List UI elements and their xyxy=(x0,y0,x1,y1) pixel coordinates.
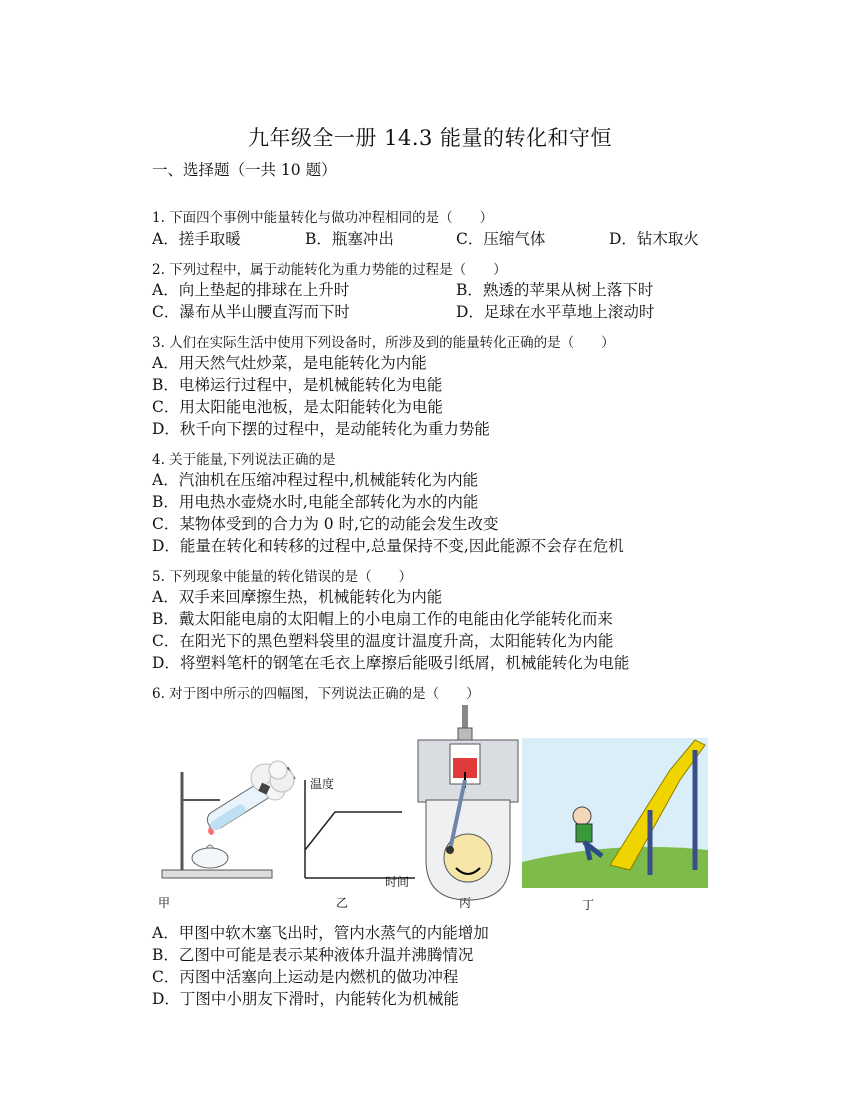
q6-option-a[interactable]: A．甲图中软木塞飞出时，管内水蒸气的内能增加 xyxy=(152,924,489,942)
q4-option-b[interactable]: B．用电热水壶烧水时,电能全部转化为水的内能 xyxy=(152,493,479,511)
question-5-stem: 5. 下列现象中能量的转化错误的是（ ） xyxy=(152,569,413,585)
panel-jia-illustration xyxy=(162,761,297,878)
q3-option-b[interactable]: B．电梯运行过程中，是机械能转化为电能 xyxy=(152,376,443,394)
question-3-stem: 3. 人们在实际生活中使用下列设备时，所涉及到的能量转化正确的是（ ） xyxy=(152,335,615,351)
q1-option-d[interactable]: D．钻木取火 xyxy=(609,230,699,248)
figure-label-jia: 甲 xyxy=(158,896,171,910)
q6-option-c[interactable]: C．丙图中活塞向上运动是内燃机的做功冲程 xyxy=(152,968,459,986)
question-2-stem: 2. 下列过程中，属于动能转化为重力势能的过程是（ ） xyxy=(152,262,507,278)
page-title: 九年级全一册 14.3 能量的转化和守恒 xyxy=(247,126,613,150)
q3-option-d[interactable]: D．秋千向下摆的过程中，是动能转化为重力势能 xyxy=(152,420,490,438)
four-panel-figure xyxy=(150,700,710,920)
q4-option-a[interactable]: A．汽油机在压缩冲程过程中,机械能转化为内能 xyxy=(152,471,479,489)
q2-option-a[interactable]: A．向上垫起的排球在上升时 xyxy=(152,281,350,299)
q6-option-d[interactable]: D．丁图中小朋友下滑时，内能转化为机械能 xyxy=(152,990,459,1008)
panel-yi-graph xyxy=(305,780,415,878)
q1-option-a[interactable]: A．搓手取暖 xyxy=(152,230,241,248)
q4-option-c[interactable]: C．某物体受到的合力为 0 时,它的动能会发生改变 xyxy=(152,515,499,533)
q5-option-b[interactable]: B．戴太阳能电扇的太阳帽上的小电扇工作的电能由化学能转化而来 xyxy=(152,610,613,628)
q3-option-a[interactable]: A．用天然气灶炒菜，是电能转化为内能 xyxy=(152,354,427,372)
panel-bing-engine xyxy=(418,705,518,900)
panel-ding-slide xyxy=(522,738,708,888)
q2-option-c[interactable]: C．瀑布从半山腰直泻而下时 xyxy=(152,303,350,321)
q5-option-d[interactable]: D．将塑料笔杆的钢笔在毛衣上摩擦后能吸引纸屑，机械能转化为电能 xyxy=(152,654,630,672)
q2-option-d[interactable]: D．足球在水平草地上滚动时 xyxy=(456,303,655,321)
q5-option-a[interactable]: A．双手来回摩擦生热，机械能转化为内能 xyxy=(152,588,443,606)
question-4-stem: 4. 关于能量,下列说法正确的是 xyxy=(152,452,336,468)
figure-label-ding: 丁 xyxy=(582,898,595,912)
q6-option-b[interactable]: B．乙图中可能是表示某种液体升温并沸腾情况 xyxy=(152,946,474,964)
q1-option-b[interactable]: B．瓶塞冲出 xyxy=(305,230,394,248)
section-heading: 一、选择题（一共 10 题） xyxy=(152,161,337,179)
question-1-stem: 1. 下面四个事例中能量转化与做功冲程相同的是（ ） xyxy=(152,210,494,226)
question-6-stem: 6. 对于图中所示的四幅图，下列说法正确的是（ ） xyxy=(152,686,480,702)
figure-label-yi: 乙 xyxy=(336,896,349,910)
graph-ylabel: 温度 xyxy=(310,777,335,791)
q3-option-c[interactable]: C．用太阳能电池板，是太阳能转化为电能 xyxy=(152,398,443,416)
graph-xlabel: 时间 xyxy=(385,875,410,889)
q1-option-c[interactable]: C．压缩气体 xyxy=(456,230,546,248)
q4-option-d[interactable]: D．能量在转化和转移的过程中,总量保持不变,因此能源不会存在危机 xyxy=(152,537,624,555)
q5-option-c[interactable]: C．在阳光下的黑色塑料袋里的温度计温度升高，太阳能转化为内能 xyxy=(152,632,614,650)
figure-label-bing: 丙 xyxy=(459,896,472,910)
q2-option-b[interactable]: B．熟透的苹果从树上落下时 xyxy=(456,281,654,299)
